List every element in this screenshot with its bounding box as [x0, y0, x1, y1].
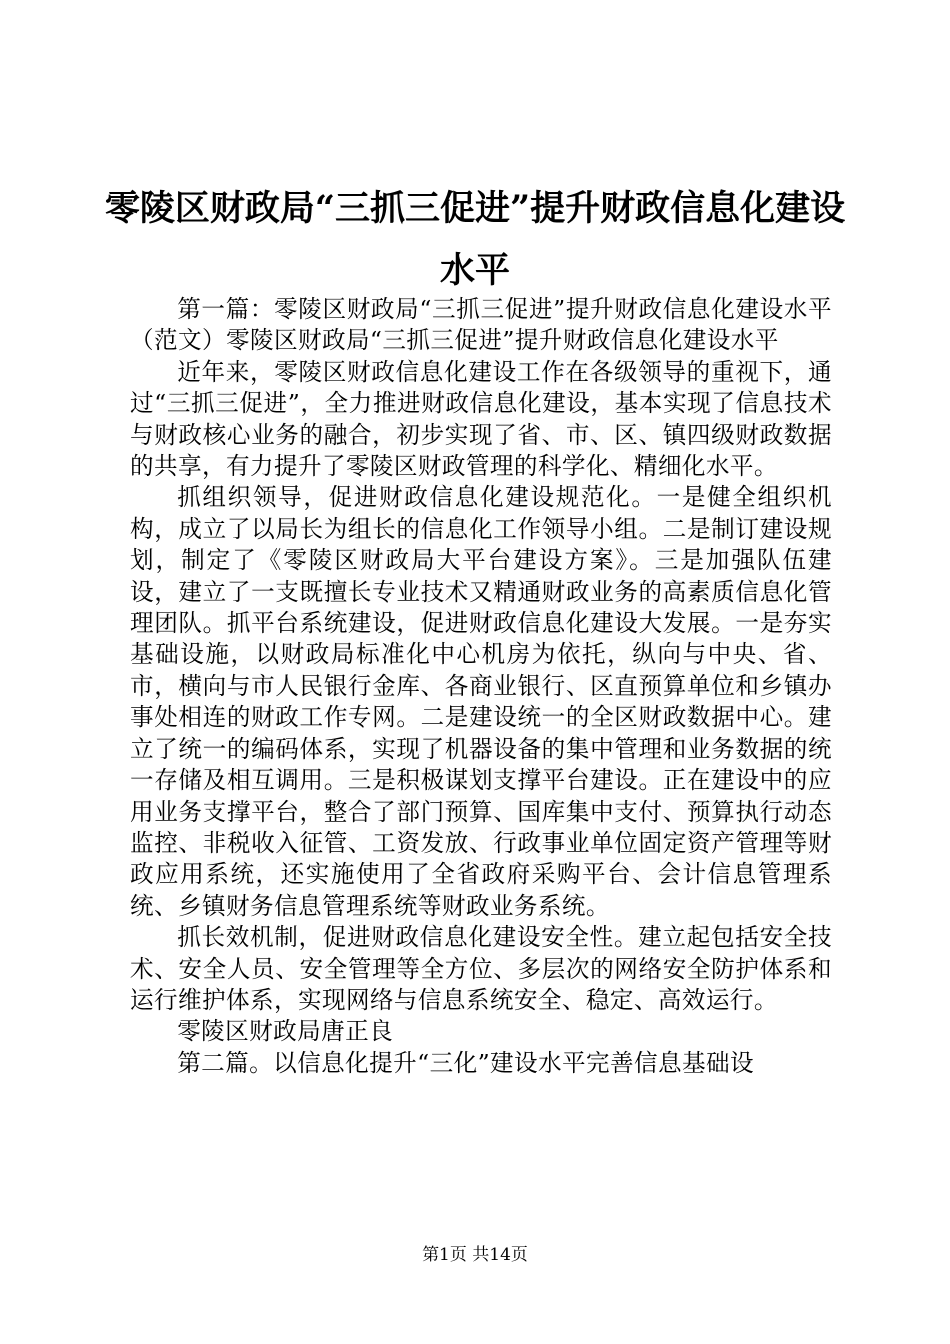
document-title: 零陵区财政局“三抓三促进”提升财政信息化建设水平: [104, 188, 846, 291]
paragraph-overview: 近年来，零陵区财政信息化建设工作在各级领导的重视下，通过“三抓三促进”，全力推进财政信息化建设，基本实现了信息技术与财政核心业务的融合，初步实现了省、市、区、镇四级财政数据的共享，有力提升了零陵区财政管理的科学化、精细化水平。: [130, 357, 832, 481]
document-body: [130, 294, 832, 1079]
paragraph-mechanism: 抓长效机制，促进财政信息化建设安全性。建立起包括安全技术、安全人员、安全管理等全方位、多层次的网络安全防护体系和运行维护体系，实现网络与信息系统安全、稳定、高效运行。: [130, 923, 832, 1014]
paragraph-intro: 第一篇：零陵区财政局“三抓三促进”提升财政信息化建设水平（范文）零陵区财政局“三抓三促进”提升财政信息化建设水平: [130, 295, 832, 355]
author-signature: 零陵区财政局唐正良: [177, 1017, 394, 1046]
paragraph-next-section: 第二篇。以信息化提升“三化”建设水平完善信息基础设: [177, 1048, 754, 1077]
paragraph-organization: 抓组织领导，促进财政信息化建设规范化。一是健全组织机构，成立了以局长为组长的信息化工作领导小组。二是制订建设规划，制定了《零陵区财政局大平台建设方案》。三是加强队伍建设，建立了一支既擅长专业技术又精通财政业务的高素质信息化管理团队。抓平台系统建设，促进财政信息化建设大发展。一是夯实基础设施，以财政局标准化中心机房为依托，纵向与中央、省、市，横向与市人民银行金库、各商业银行、区直预算单位和乡镇办事处相连的财政工作专网。二是建设统一的全区财政数据中心。建立了统一的编码体系，实现了机器设备的集中管理和业务数据的统一存储及相互调用。三是积极谋划支撑平台建设。正在建设中的应用业务支撑平台，整合了部门预算、国库集中支付、预算执行动态监控、非税收入征管、工资发放、行政事业单位固定资产管理等财政应用系统，还实施使用了全省政府采购平台、会计信息管理系统、乡镇财务信息管理系统等财政业务系统。: [130, 483, 832, 920]
page-footer: 第1页 共14页: [422, 1245, 528, 1265]
